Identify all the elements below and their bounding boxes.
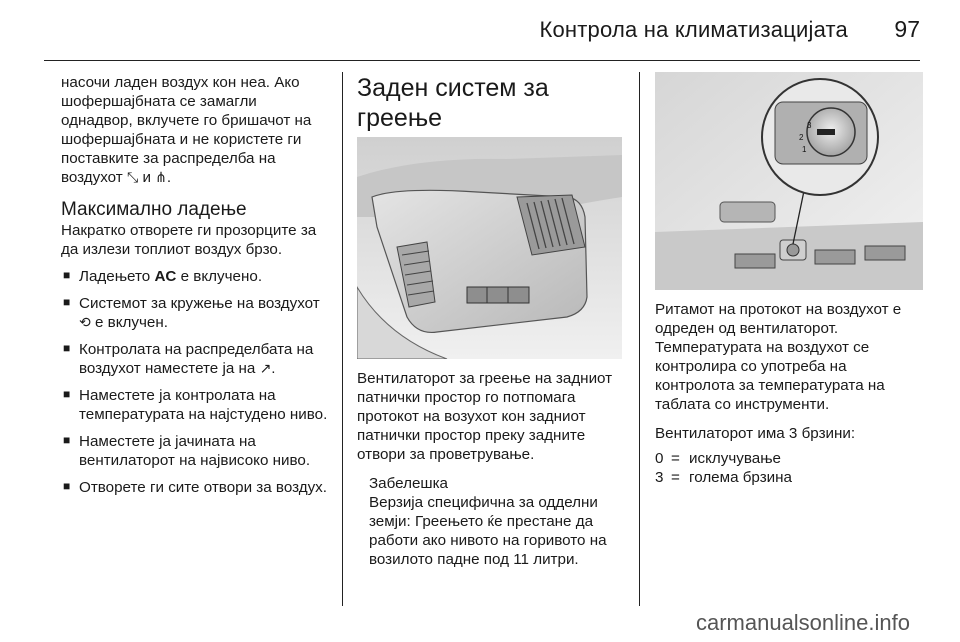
fan-speeds-table: [655, 449, 792, 487]
section-intro: Накратко отворете ги прозорците за да излези топлиот воздух брзо.: [61, 222, 317, 258]
column-divider-2: [639, 72, 640, 606]
bullet-fan: ■ Наместете ја јачината на вентилаторот на највисоко ниво.: [61, 432, 331, 470]
rear-heater-description: Вентилаторот за греење на задниот патнички простор го потпомага протокот на возухот кон задниот патнички простор преку задните отвори за проветрување.: [357, 370, 613, 463]
fan-speeds-intro: Вентилаторот има 3 брзини:: [655, 425, 856, 442]
recirculation-icon: ⟲: [79, 314, 91, 330]
knob-label-1: 1: [802, 145, 807, 154]
bullet-recirculation: ■ Системот за кружење на воздухот ⟲ е вклучен.: [61, 294, 331, 332]
column-1: [61, 73, 331, 497]
upper-body-icon: ↗: [259, 360, 272, 376]
column-divider-1: [342, 72, 343, 606]
airflow-paragraph: Ритамот на протокот на воздухот е одреден од вентилаторот. Температурата на воздухот се контролира со употреба на контролота за температурата на таблата со инструменти.: [655, 301, 902, 413]
section-title-max-cooling: Максимално ладење: [61, 199, 247, 220]
note-title: Забелешка: [369, 475, 449, 492]
header-title: Контрола на климатизацијата: [539, 17, 848, 42]
intro-paragraph: насочи ладен воздух кон неа. Ако шофершајбната се замагли однадвор, вклучете го бришачот на шофершајбната и не користете ги поставките за распределба на воздухот ⤡ и ⋔.: [61, 74, 312, 186]
header-rule: [44, 60, 920, 61]
knob-label-2: 2: [799, 133, 804, 142]
section-title-rear-heating: Заден систем за греење: [357, 74, 549, 132]
column-3: [655, 300, 925, 487]
note-text: Верзија специфична за одделни земји: Греењето ќе престане да работи ако нивото на горивото на возилото падне под 11 литри.: [369, 494, 607, 568]
windscreen-defrost-icon: ⋔: [155, 169, 167, 185]
rear-heater-figure: [357, 137, 622, 359]
knob-label-3: 3: [807, 121, 812, 130]
column-2: [357, 73, 627, 569]
table-row: 3 = голема брзина: [655, 469, 792, 486]
page-header: [0, 0, 960, 60]
legs-windscreen-icon: ⤡: [127, 169, 139, 185]
note-block: [357, 474, 627, 569]
bullet-vents: ■ Отворете ги сите отвори за воздух.: [61, 478, 331, 497]
table-row: 0 = исклучување: [655, 450, 781, 467]
footer-watermark[interactable]: carmanualsonline.info: [695, 610, 910, 635]
bullet-temperature: ■ Наместете ја контролата на температурата на најстудено ниво.: [61, 386, 331, 424]
page-number: 97: [894, 16, 920, 42]
bullet-ac: ■ Ладењето AC е вклучено.: [61, 267, 331, 286]
bullet-distribution: ■ Контролата на распределбата на воздухот наместете ја на ↗.: [61, 340, 331, 378]
fan-knob-figure: [655, 72, 923, 290]
